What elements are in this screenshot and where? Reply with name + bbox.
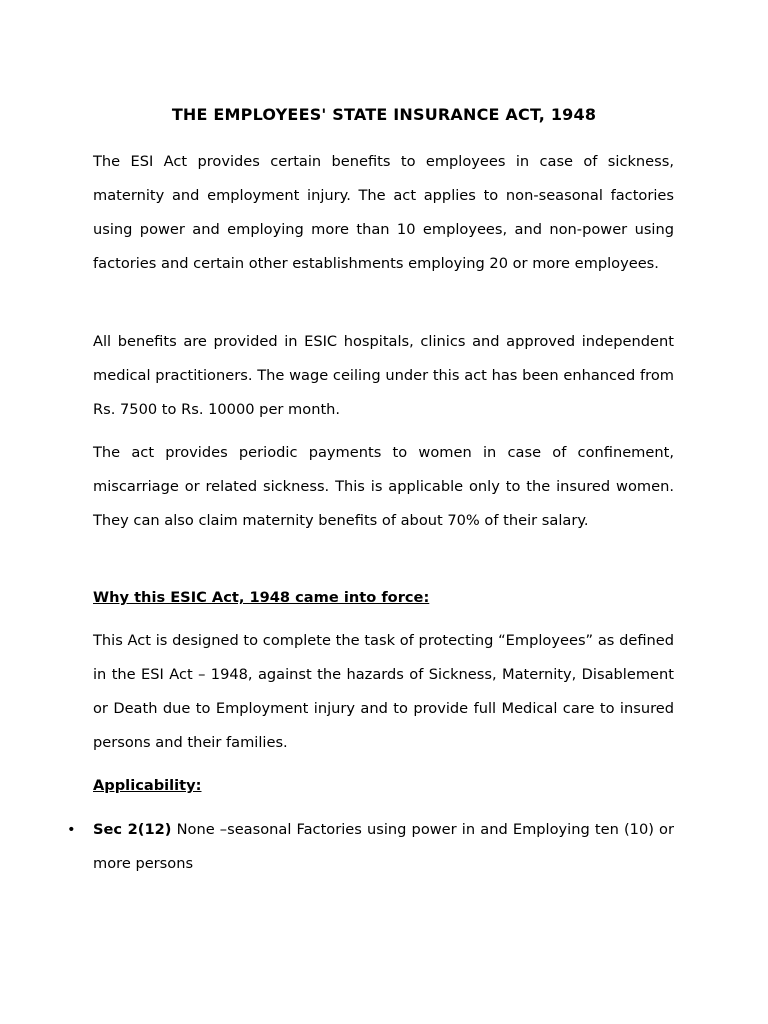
paragraph-act-purpose: This Act is designed to complete the task of protecting “Employees” as defined in the ESI Act – 1948, against the hazards of Sickness, Maternity, Disablement or Death due to Employment injury and to provide full Medical care to insured persons and their families. (93, 632, 674, 751)
paragraph-women-payments: The act provides periodic payments to women in case of confinement, miscarriage or related sickness. This is applicable only to the insured women. They can also claim maternity benefits of about 70% of their salary. (93, 444, 674, 529)
paragraph-esic-hospitals: All benefits are provided in ESIC hospitals, clinics and approved independent medical practitioners. The wage ceiling under this act has been enhanced from Rs. 7500 to Rs. 10000 per month. (93, 333, 674, 418)
bullet-item-sec-2-12 (93, 813, 674, 881)
heading-applicability: Applicability: (93, 777, 202, 794)
bullet-text: None –seasonal Factories using power in and Employing ten (10) or more persons (93, 821, 674, 872)
paragraph-esi-benefits: The ESI Act provides certain benefits to employees in case of sickness, maternity and employment injury. The act applies to non-seasonal factories using power and employing more than 10 employees, and non-power using factories and certain other establishments employing 20 or more employees. (93, 153, 674, 272)
bullet-label: Sec 2(12) (93, 821, 172, 838)
heading-why-act: Why this ESIC Act, 1948 came into force: (93, 589, 430, 606)
document-title: THE EMPLOYEES' STATE INSURANCE ACT, 1948 (171, 105, 597, 124)
bullet-marker: • (67, 821, 76, 838)
